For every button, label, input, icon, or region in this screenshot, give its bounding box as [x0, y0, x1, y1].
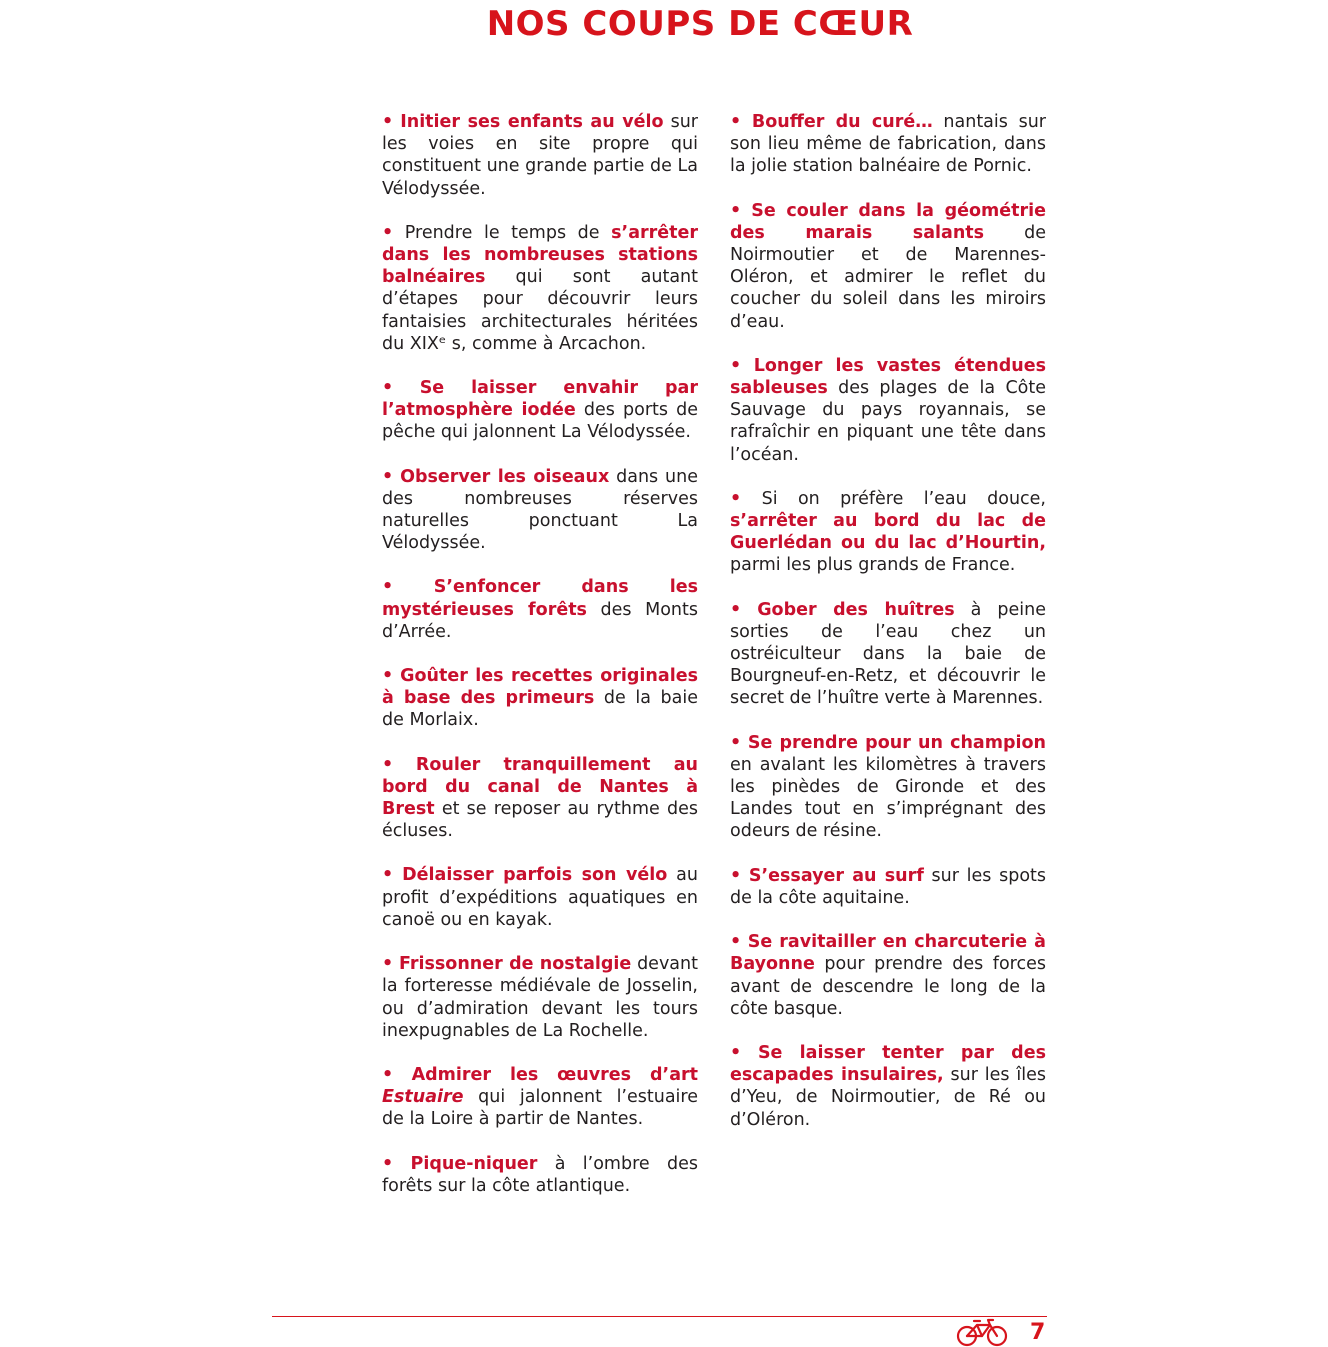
item-highlight: Se ravitailler en charcuterie à Bayonne [730, 932, 1046, 975]
item-text: pour prendre des forces avant de descendre le long de la côte basque. [730, 954, 1046, 1019]
item-highlight: S’essayer au surf [748, 865, 924, 886]
item-highlight-italic: Estuaire [382, 1087, 464, 1108]
item-text: qui jalonnent l’estuaire de la Loire à partir de Nantes. [382, 1087, 698, 1130]
item-highlight: S’enfoncer dans les mystérieuses forêts [382, 577, 698, 620]
item-bullet: • [382, 466, 394, 487]
item-bullet: • [382, 577, 394, 598]
item-text: des Monts d’Arrée. [382, 599, 698, 642]
left-column [382, 111, 698, 1219]
item-bullet: • [382, 378, 394, 399]
list-item [382, 576, 698, 643]
item-highlight: Goûter les recettes originales à base des primeurs [382, 666, 698, 709]
item-text: de la baie de Morlaix. [382, 688, 698, 731]
item-highlight: Se laisser envahir par l’atmosphère iodée [382, 378, 698, 421]
item-text: sur les îles d’Yeu, de Noirmoutier, de Ré ou d’Oléron. [730, 1065, 1046, 1130]
list-item [382, 1153, 698, 1197]
item-text: au profit d’expéditions aquatiques en canoë ou en kayak. [382, 865, 698, 930]
page-title: NOS COUPS DE CŒUR [486, 4, 914, 44]
item-highlight: Se laisser tenter par des escapades insulaires, [730, 1042, 1046, 1086]
item-bullet: • [730, 488, 742, 509]
item-bullet: • [730, 112, 742, 132]
item-highlight: s’arrêter au bord du lac de Guerlédan ou du lac d’Hourtin, [730, 511, 1046, 554]
item-text: qui sont autant d’étapes pour découvrir leurs fantaisies architecturales héritées du XIXᵉ s, comme à Arcachon. [382, 267, 698, 354]
item-highlight: Bouffer du curé… [751, 112, 933, 132]
item-bullet: • [382, 865, 394, 886]
item-text: sur les voies en site propre qui constituent une grande partie de La Vélodyssée. [382, 112, 698, 199]
item-text: sur les spots de la côte aquitaine. [730, 865, 1046, 908]
list-item [382, 864, 698, 931]
item-bullet: • [730, 200, 742, 221]
footer-divider [272, 1316, 1047, 1317]
item-text: à l’ombre des forêts sur la côte atlantique. [382, 1153, 698, 1196]
item-text: devant la forteresse médiévale de Josselin, ou d’admiration devant les tours inexpugnables de La Rochelle. [382, 954, 698, 1041]
item-highlight: Initier ses enfants au vélo [400, 112, 664, 132]
item-highlight: Se prendre pour un champion [747, 732, 1046, 753]
item-bullet: • [382, 754, 394, 775]
item-bullet: • [382, 112, 394, 132]
page-number: 7 [1030, 1320, 1046, 1345]
item-text: Prendre le temps de [393, 222, 612, 243]
list-item [730, 200, 1046, 333]
item-highlight: Se couler dans la géométrie des marais salants [730, 200, 1046, 243]
list-item [382, 222, 698, 355]
bicycle-icon [956, 1317, 1008, 1347]
list-item [382, 665, 698, 732]
item-highlight: Rouler tranquillement au bord du canal de Nantes à Brest [382, 754, 698, 820]
item-bullet: • [382, 1153, 394, 1174]
item-highlight: Délaisser parfois son vélo [402, 865, 668, 886]
list-item [730, 732, 1046, 843]
item-highlight: Frissonner de nostalgie [399, 954, 632, 975]
item-text: Si on préfère l’eau douce, [741, 488, 1046, 509]
item-text: de Noirmoutier et de Marennes-Oléron, et admirer le reflet du coucher du soleil dans les miroirs d’eau. [730, 222, 1046, 332]
list-item [730, 1042, 1046, 1131]
item-text: en avalant les kilomètres à travers les pinèdes de Gironde et des Landes tout en s’imprégnant des odeurs de résine. [730, 754, 1046, 842]
item-text: des ports de pêche qui jalonnent La Vélodyssée. [382, 400, 699, 443]
list-item [730, 599, 1046, 710]
item-highlight: Gober des huîtres [757, 599, 955, 620]
item-bullet: • [730, 932, 742, 953]
list-item [382, 754, 698, 843]
list-item [730, 931, 1046, 1020]
item-bullet: • [730, 599, 742, 620]
item-bullet: • [382, 222, 394, 243]
list-item [382, 466, 698, 555]
list-item [730, 865, 1046, 909]
item-highlight: s’arrêter dans les nombreuses stations balnéaires [382, 222, 698, 288]
list-item [730, 488, 1046, 577]
item-bullet: • [382, 1064, 394, 1085]
item-text: et se reposer au rythme des écluses. [382, 799, 698, 842]
item-text: parmi les plus grands de France. [730, 555, 1016, 576]
list-item [730, 355, 1046, 466]
right-column [730, 111, 1046, 1153]
item-highlight: Longer les vastes étendues sableuses [730, 355, 1046, 399]
item-text: à peine sorties de l’eau chez un ostréiculteur dans la baie de Bourgneuf-en-Retz, et découvrir le secret de l’huître verte à Marennes. [730, 599, 1046, 709]
list-item [382, 377, 698, 444]
list-item [382, 111, 698, 200]
item-text: des plages de la Côte Sauvage du pays royannais, se rafraîchir en piquant une tête dans l’océan. [730, 378, 1046, 465]
item-highlight: Admirer les œuvres d’art [411, 1064, 698, 1085]
item-text: dans une des nombreuses réserves naturelles ponctuant La Vélodyssée. [382, 466, 698, 554]
list-item [382, 1064, 698, 1131]
item-bullet: • [730, 865, 742, 886]
item-bullet: • [382, 666, 394, 687]
item-highlight: Observer les oiseaux [400, 466, 610, 487]
item-bullet: • [730, 1042, 742, 1063]
item-highlight: Pique-niquer [410, 1153, 538, 1174]
item-text: nantais sur son lieu même de fabrication, dans la jolie station balnéaire de Pornic. [730, 112, 1046, 177]
item-bullet: • [730, 732, 742, 753]
list-item [382, 953, 698, 1042]
list-item [730, 111, 1046, 178]
item-bullet: • [730, 355, 742, 376]
item-bullet: • [382, 954, 394, 975]
